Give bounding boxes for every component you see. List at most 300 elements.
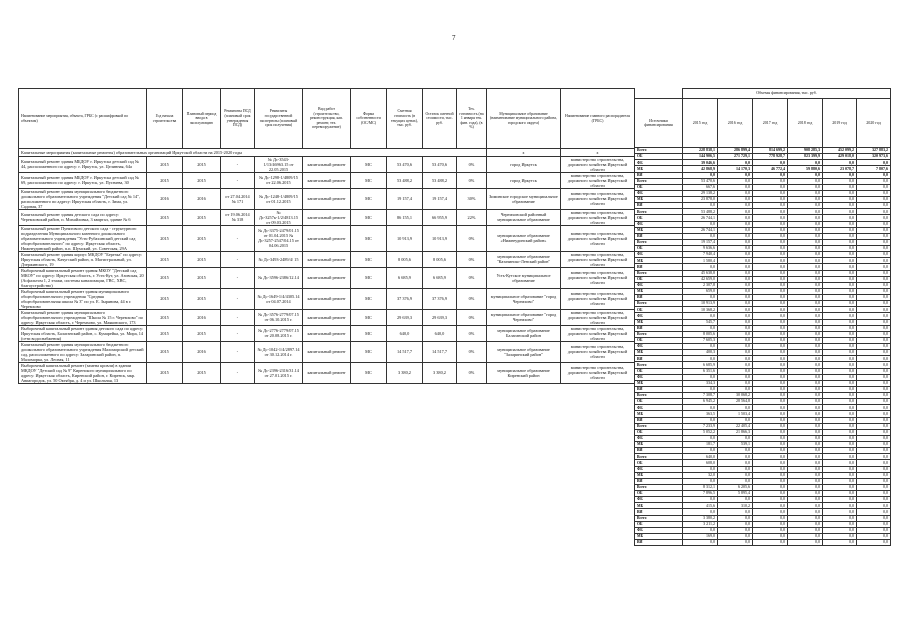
fin-value: 0,0 bbox=[788, 417, 823, 423]
fin-value: 0,0 bbox=[857, 178, 891, 184]
fin-source-label: ОБ bbox=[635, 307, 683, 313]
estimated-cost: 640,0 bbox=[387, 325, 423, 341]
fin-value: 0,0 bbox=[788, 190, 823, 196]
fin-value: 320 973,6 bbox=[857, 154, 891, 160]
fin-value: 286 899,4 bbox=[718, 148, 753, 154]
section-x-mo: х bbox=[487, 149, 561, 157]
fin-value: 0,0 bbox=[823, 246, 857, 252]
fin-value: 908 285,3 bbox=[788, 148, 823, 154]
fin-source-label: ВИ bbox=[635, 295, 683, 301]
fin-value: 0,0 bbox=[788, 503, 823, 509]
fin-value: 0,0 bbox=[683, 221, 718, 227]
object-name: Выборочный капитальный ремонт здания муниципального общеобразовательного учреждения "Средняя общеобразовательная школа № 3" по ул. Е. Зырянова, 44 в г. Черемхово bbox=[19, 288, 147, 309]
end-year: 2015 bbox=[183, 156, 221, 172]
fin-value: 0,0 bbox=[718, 270, 753, 276]
fin-value: 0,0 bbox=[753, 515, 788, 521]
fin-value: 0,0 bbox=[857, 313, 891, 319]
fin-value: 7 605,3 bbox=[683, 337, 718, 343]
remaining-cost: 640,0 bbox=[423, 325, 457, 341]
fin-value: 0,0 bbox=[788, 197, 823, 203]
fin-source-label: ВИ bbox=[635, 233, 683, 239]
municipality: муниципальное образование «Нижнеудинский район» bbox=[487, 225, 561, 251]
fin-value: 0,0 bbox=[718, 460, 753, 466]
psd-details: - bbox=[221, 362, 255, 383]
fin-source-label: МБ bbox=[635, 258, 683, 264]
fin-title: Объемы финансирования, тыс. руб. bbox=[683, 89, 891, 99]
fin-source-label: МБ bbox=[635, 442, 683, 448]
work-type: капитальный ремонт bbox=[303, 325, 351, 341]
expertise-details: № Дс-3596-2386/12.14 bbox=[255, 267, 303, 288]
start-year: 2015 bbox=[147, 172, 183, 188]
fin-value: 0,0 bbox=[753, 460, 788, 466]
fin-value: 0,0 bbox=[683, 417, 718, 423]
end-year: 2015 bbox=[183, 267, 221, 288]
ownership: МС bbox=[351, 209, 387, 225]
fin-value: 0,0 bbox=[823, 331, 857, 337]
estimated-cost: 37 376,9 bbox=[387, 288, 423, 309]
fin-value: 0,0 bbox=[788, 276, 823, 282]
fin-value: 0,0 bbox=[683, 386, 718, 392]
fin-value: 0,0 bbox=[788, 337, 823, 343]
fin-value: 0,0 bbox=[753, 239, 788, 245]
fin-value: 0,0 bbox=[753, 429, 788, 435]
fin-value: 0,0 bbox=[683, 374, 718, 380]
fin-value: 0,0 bbox=[788, 533, 823, 539]
fin-value: 0,0 bbox=[753, 276, 788, 282]
expertise-details: № Дс-3493-2489/4/ 15 bbox=[255, 251, 303, 267]
fin-value: 0,0 bbox=[823, 423, 857, 429]
fin-value: 22 405,4 bbox=[718, 423, 753, 429]
budget-manager: министерство строительства, дорожного хозяйства Иркутской области bbox=[561, 325, 635, 341]
fin-value: 667,6 bbox=[683, 184, 718, 190]
fin-value: 0,0 bbox=[753, 533, 788, 539]
fin-value: 0,0 bbox=[753, 221, 788, 227]
fin-value: 0,0 bbox=[753, 466, 788, 472]
header-name: Наименование мероприятия, объекта, ГРБС (с расшифровкой по объектам) bbox=[19, 89, 147, 149]
header-expert: Реквизиты государственной экспертизы (плановый срок получения) bbox=[255, 89, 303, 149]
fin-value: 0,0 bbox=[823, 411, 857, 417]
fin-value: 334,3 bbox=[683, 380, 718, 386]
end-year: 2015 bbox=[183, 251, 221, 267]
fin-value: 0,0 bbox=[788, 411, 823, 417]
start-year: 2015 bbox=[147, 325, 183, 341]
fin-value: 14 170,3 bbox=[718, 166, 753, 172]
fin-value: 0,0 bbox=[718, 466, 753, 472]
fin-source-label: МБ bbox=[635, 533, 683, 539]
fin-value: 29 138,2 bbox=[683, 190, 718, 196]
fin-source-label: ОБ bbox=[635, 460, 683, 466]
fin-value: 0,0 bbox=[857, 374, 891, 380]
municipality: муниципальное образование Киренский район bbox=[487, 362, 561, 383]
fin-value: 0,0 bbox=[857, 239, 891, 245]
fin-value: 0,0 bbox=[823, 264, 857, 270]
fin-value: 169,0 bbox=[683, 533, 718, 539]
budget-manager: министерство строительства, дорожного хозяйства Иркутской области bbox=[561, 362, 635, 383]
fin-value: 0,0 bbox=[718, 227, 753, 233]
fin-value: 415,6 bbox=[683, 503, 718, 509]
fin-value: 2 307,8 bbox=[683, 282, 718, 288]
fin-value: 0,0 bbox=[823, 325, 857, 331]
header-readiness: Тех. готовность (на 1 января тек. фин. года), (в %) bbox=[457, 89, 487, 149]
fin-source-label: МБ bbox=[635, 503, 683, 509]
fin-value: 0,0 bbox=[753, 503, 788, 509]
remaining-cost: 8 005,6 bbox=[423, 251, 457, 267]
expertise-details: № Дс-2776-2779/07.15 от 20.08.2015 г. bbox=[255, 325, 303, 341]
fin-value: 0,0 bbox=[823, 258, 857, 264]
fin-value: 0,0 bbox=[823, 454, 857, 460]
fin-value: 0,0 bbox=[718, 160, 753, 166]
fin-value: 0,0 bbox=[823, 233, 857, 239]
fin-value: 0,0 bbox=[753, 472, 788, 478]
fin-value: 0,0 bbox=[788, 160, 823, 166]
work-type: капитальный ремонт bbox=[303, 362, 351, 383]
fin-value: 0,0 bbox=[857, 405, 891, 411]
fin-value: 0,0 bbox=[753, 540, 788, 546]
fin-value: 0,0 bbox=[788, 184, 823, 190]
ownership: МС bbox=[351, 309, 387, 325]
fin-value: 0,0 bbox=[857, 307, 891, 313]
ownership: МС bbox=[351, 225, 387, 251]
object-name: Капитальный ремонт здания муниципального бюджетного дошкольного образовательного учреждения Маломорский детский сад, расположенного по адресу: Заларинский район, п. Маломорка, ул. Лесная, 11 bbox=[19, 341, 147, 362]
fin-header-years-row bbox=[635, 99, 891, 148]
fin-value: 0,0 bbox=[823, 295, 857, 301]
fin-value: 0,0 bbox=[788, 521, 823, 527]
table-header-row bbox=[19, 89, 635, 149]
fin-value: 0,0 bbox=[857, 264, 891, 270]
fin-value: 0,0 bbox=[753, 442, 788, 448]
fin-source-label: ВИ bbox=[635, 417, 683, 423]
fin-value: 363,5 bbox=[683, 411, 718, 417]
financing-table bbox=[634, 88, 891, 546]
fin-value: 0,0 bbox=[857, 331, 891, 337]
fin-value: 0,0 bbox=[788, 203, 823, 209]
fin-value: 0,0 bbox=[857, 252, 891, 258]
fin-source-label: ОБ bbox=[635, 399, 683, 405]
fin-value: 0,0 bbox=[857, 435, 891, 441]
start-year: 2015 bbox=[147, 267, 183, 288]
section-title: Капитальные мероприятия (капитальные ремонты) образовательных организаций Иркутской области на 2015-2020 годы bbox=[19, 149, 487, 157]
fin-source-label: ФБ bbox=[635, 313, 683, 319]
fin-value: 0,0 bbox=[788, 429, 823, 435]
fin-value: 0,0 bbox=[753, 386, 788, 392]
budget-manager: министерство строительства, дорожного хозяйства Иркутской области bbox=[561, 251, 635, 267]
fin-value: 640,0 bbox=[683, 454, 718, 460]
end-year: 2016 bbox=[183, 341, 221, 362]
start-year: 2015 bbox=[147, 209, 183, 225]
header-worktype: Вид работ (строительство, реконструкция, кап. ремонт, тех. перевооружение) bbox=[303, 89, 351, 149]
fin-value: 0,0 bbox=[857, 344, 891, 350]
fin-value: 0,0 bbox=[857, 423, 891, 429]
fin-value: 0,0 bbox=[823, 178, 857, 184]
readiness: 0% bbox=[457, 288, 487, 309]
fin-value: 0,0 bbox=[753, 448, 788, 454]
fin-value: 0,0 bbox=[857, 533, 891, 539]
fin-value: 0,0 bbox=[857, 270, 891, 276]
fin-value: 0,0 bbox=[823, 380, 857, 386]
fin-value: 0,0 bbox=[788, 172, 823, 178]
ownership: МС bbox=[351, 172, 387, 188]
fin-value: 0,0 bbox=[788, 380, 823, 386]
fin-value: 0,0 bbox=[788, 509, 823, 515]
fin-value: 0,0 bbox=[753, 484, 788, 490]
readiness: 22% bbox=[457, 209, 487, 225]
estimated-cost: 19 157,4 bbox=[387, 188, 423, 209]
fin-source-label: ФБ bbox=[635, 282, 683, 288]
fin-value: 0,0 bbox=[823, 307, 857, 313]
fin-value: 0,0 bbox=[857, 221, 891, 227]
readiness: 0% bbox=[457, 341, 487, 362]
fin-value: 0,0 bbox=[857, 386, 891, 392]
budget-manager: министерство строительства, дорожного хозяйства Иркутской области bbox=[561, 267, 635, 288]
fin-value: 0,0 bbox=[718, 362, 753, 368]
fin-value: 1 503,4 bbox=[718, 411, 753, 417]
object-name: Капитальный ремонт здания детского сада по адресу: Черемховский район, п. Михайловка, 3 квартал, здание № 6 bbox=[19, 209, 147, 225]
fin-value: 0,0 bbox=[823, 203, 857, 209]
fin-value: 0,0 bbox=[718, 282, 753, 288]
fin-value: 0,0 bbox=[753, 319, 788, 325]
fin-value: 10 368,2 bbox=[683, 307, 718, 313]
fin-value: 0,0 bbox=[857, 515, 891, 521]
remaining-cost: 3 380,2 bbox=[423, 362, 457, 383]
fin-value: 0,0 bbox=[857, 509, 891, 515]
year-2018: 2018 год bbox=[788, 99, 823, 148]
fin-source-label: ФБ bbox=[635, 160, 683, 166]
year-2016: 2016 год bbox=[718, 99, 753, 148]
fin-source-label: ОБ bbox=[635, 491, 683, 497]
page-number: 7 bbox=[452, 34, 456, 42]
fin-source-label: МБ bbox=[635, 166, 683, 172]
fin-value: 0,0 bbox=[683, 313, 718, 319]
fin-value: 5 052,2 bbox=[683, 429, 718, 435]
fin-value: 0,0 bbox=[857, 325, 891, 331]
readiness: 30% bbox=[457, 188, 487, 209]
fin-value: 0,0 bbox=[683, 203, 718, 209]
psd-details: - bbox=[221, 267, 255, 288]
fin-value: 7 807,6 bbox=[857, 166, 891, 172]
remaining-cost: 29 639,3 bbox=[423, 309, 457, 325]
estimated-cost: 6 685,9 bbox=[387, 267, 423, 288]
objects-table bbox=[18, 88, 635, 384]
fin-value: 0,0 bbox=[857, 472, 891, 478]
fin-value: 0,0 bbox=[683, 325, 718, 331]
year-2017: 2017 год bbox=[753, 99, 788, 148]
fin-value: 0,0 bbox=[788, 484, 823, 490]
fin-source-label: ФБ bbox=[635, 374, 683, 380]
expertise-details: № Дс-1042-1/4/2897.14 от 30.12.2014 г. bbox=[255, 341, 303, 362]
fin-value: 0,0 bbox=[823, 184, 857, 190]
fin-value: 0,0 bbox=[683, 448, 718, 454]
ownership: МС bbox=[351, 156, 387, 172]
psd-details: - bbox=[221, 172, 255, 188]
fin-source-label: ВИ bbox=[635, 478, 683, 484]
fin-value: 0,0 bbox=[823, 478, 857, 484]
fin-source-label: Всего bbox=[635, 148, 683, 154]
estimated-cost: 14 517,7 bbox=[387, 341, 423, 362]
fin-value: 0,0 bbox=[718, 417, 753, 423]
fin-source-label: Всего bbox=[635, 423, 683, 429]
fin-value: 0,0 bbox=[857, 209, 891, 215]
fin-value: 0,0 bbox=[718, 190, 753, 196]
fin-value: 23 078,7 bbox=[823, 166, 857, 172]
fin-value: 0,0 bbox=[857, 356, 891, 362]
fin-value: 0,0 bbox=[823, 160, 857, 166]
fin-value: 0,0 bbox=[857, 215, 891, 221]
fin-value: 0,0 bbox=[788, 288, 823, 294]
fin-value: 8 312,1 bbox=[683, 484, 718, 490]
fin-value: 0,0 bbox=[823, 239, 857, 245]
fin-value: 0,0 bbox=[823, 533, 857, 539]
fin-value: 0,0 bbox=[857, 478, 891, 484]
fin-value: 0,0 bbox=[823, 484, 857, 490]
fin-value: 0,0 bbox=[753, 527, 788, 533]
fin-value: 0,0 bbox=[753, 411, 788, 417]
fin-value: 0,0 bbox=[718, 497, 753, 503]
fin-value: 0,0 bbox=[857, 466, 891, 472]
start-year: 2015 bbox=[147, 225, 183, 251]
object-name: Капитальный ремонт здания МБДОУ г. Иркутска детский сад № 69, расположенного по адресу: г. Иркутск, ул. Пугачева, 30 bbox=[19, 172, 147, 188]
fin-value: 181,7 bbox=[683, 442, 718, 448]
fin-value: 0,0 bbox=[857, 380, 891, 386]
fin-value: 0,0 bbox=[788, 325, 823, 331]
fin-value: 0,0 bbox=[718, 325, 753, 331]
fin-value: 0,0 bbox=[823, 301, 857, 307]
fin-value: 0,0 bbox=[753, 258, 788, 264]
fin-value: 19 157,4 bbox=[683, 239, 718, 245]
fin-value: 0,0 bbox=[718, 435, 753, 441]
expertise-details: № Дс-3257к-1/2/4813.15 от 09.03.2015 bbox=[255, 209, 303, 225]
fin-value: 0,0 bbox=[823, 190, 857, 196]
municipality: город Иркутск bbox=[487, 156, 561, 172]
fin-value: 0,0 bbox=[857, 258, 891, 264]
fin-value: 0,0 bbox=[857, 497, 891, 503]
fin-source-label: Всего bbox=[635, 209, 683, 215]
fin-source-label: МБ bbox=[635, 380, 683, 386]
remaining-cost: 19 157,4 bbox=[423, 188, 457, 209]
fin-value: 0,0 bbox=[718, 472, 753, 478]
fin-value: 42 868,9 bbox=[683, 166, 718, 172]
fin-value: 0,0 bbox=[823, 393, 857, 399]
fin-value: 0,0 bbox=[683, 295, 718, 301]
fin-value: 0,0 bbox=[718, 246, 753, 252]
work-type: капитальный ремонт bbox=[303, 267, 351, 288]
fin-value: 0,0 bbox=[823, 399, 857, 405]
fin-value: 271 729,1 bbox=[718, 154, 753, 160]
fin-value: 0,0 bbox=[823, 221, 857, 227]
fin-value: 5 895,4 bbox=[718, 491, 753, 497]
fin-value: 0,0 bbox=[683, 497, 718, 503]
fin-value: 0,0 bbox=[823, 497, 857, 503]
fin-value: 0,0 bbox=[788, 540, 823, 546]
fin-source-label: ОБ bbox=[635, 337, 683, 343]
fin-value: 0,0 bbox=[823, 405, 857, 411]
fin-value: 0,0 bbox=[753, 252, 788, 258]
fin-value: 0,0 bbox=[718, 288, 753, 294]
work-type: капитальный ремонт bbox=[303, 172, 351, 188]
fin-value: 0,0 bbox=[788, 356, 823, 362]
fin-value: 0,0 bbox=[718, 319, 753, 325]
fin-value: 429 018,0 bbox=[823, 154, 857, 160]
fin-value: 6 685,9 bbox=[683, 362, 718, 368]
fin-value: 0,0 bbox=[823, 197, 857, 203]
fin-value: 0,0 bbox=[857, 319, 891, 325]
fin-source-label: ОБ bbox=[635, 246, 683, 252]
ownership: МС bbox=[351, 267, 387, 288]
fin-value: 0,0 bbox=[753, 399, 788, 405]
estimated-cost: 8 005,6 bbox=[387, 251, 423, 267]
header-psd: Реквизиты ПСД (плановый срок утверждения ПСД) bbox=[221, 89, 255, 149]
fin-value: 0,0 bbox=[823, 540, 857, 546]
fin-value: 0,0 bbox=[788, 233, 823, 239]
fin-source-label: Всего bbox=[635, 270, 683, 276]
fin-value: 814 699,2 bbox=[753, 148, 788, 154]
fin-value: 7 896,5 bbox=[683, 491, 718, 497]
fin-value: 28 564,8 bbox=[718, 399, 753, 405]
fin-value: 0,0 bbox=[718, 405, 753, 411]
fin-value: 7 940,4 bbox=[683, 252, 718, 258]
fin-value: 0,0 bbox=[857, 491, 891, 497]
fin-value: 10 913,9 bbox=[683, 301, 718, 307]
fin-value: 9 636,6 bbox=[683, 246, 718, 252]
fin-source-label: ФБ bbox=[635, 344, 683, 350]
fin-value: 0,0 bbox=[753, 405, 788, 411]
psd-details: - bbox=[221, 325, 255, 341]
fin-value: 0,0 bbox=[788, 344, 823, 350]
fin-value: 0,0 bbox=[753, 497, 788, 503]
fin-source-label: ОБ bbox=[635, 429, 683, 435]
header-remain: Остаток сметной стоимости, тыс. руб. bbox=[423, 89, 457, 149]
fin-value: 0,0 bbox=[753, 203, 788, 209]
fin-value: 0,0 bbox=[718, 313, 753, 319]
fin-value: 0,0 bbox=[753, 491, 788, 497]
fin-value: 0,0 bbox=[823, 515, 857, 521]
fin-value: 0,0 bbox=[823, 337, 857, 343]
header-source: Источники финансирования bbox=[635, 99, 683, 148]
work-type: капитальный ремонт bbox=[303, 309, 351, 325]
fin-value: 823 399,9 bbox=[788, 154, 823, 160]
fin-value: 53 470,6 bbox=[683, 178, 718, 184]
fin-value: 0,0 bbox=[753, 233, 788, 239]
estimated-cost: 86 155,1 bbox=[387, 209, 423, 225]
fin-header-title-row bbox=[635, 89, 891, 99]
start-year: 2015 bbox=[147, 251, 183, 267]
fin-value: 6 945,2 bbox=[683, 399, 718, 405]
fin-value: 0,0 bbox=[823, 350, 857, 356]
ownership: МС bbox=[351, 341, 387, 362]
fin-value: 0,0 bbox=[718, 215, 753, 221]
fin-value: 0,0 bbox=[823, 509, 857, 515]
work-type: капитальный ремонт bbox=[303, 225, 351, 251]
fin-value: 0,0 bbox=[753, 197, 788, 203]
fin-value: 0,0 bbox=[718, 203, 753, 209]
fin-value: 0,0 bbox=[823, 362, 857, 368]
fin-value: 0,0 bbox=[683, 405, 718, 411]
end-year: 2015 bbox=[183, 288, 221, 309]
fin-value: 0,0 bbox=[823, 521, 857, 527]
fin-value: 0,0 bbox=[788, 350, 823, 356]
fin-value: 46 772,4 bbox=[753, 166, 788, 172]
fin-source-label: Всего bbox=[635, 484, 683, 490]
fin-value: 0,0 bbox=[753, 160, 788, 166]
fin-value: 0,0 bbox=[857, 172, 891, 178]
psd-details: - bbox=[221, 251, 255, 267]
fin-source-label: Всего bbox=[635, 178, 683, 184]
fin-value: 0,0 bbox=[788, 399, 823, 405]
fin-source-label: ФБ bbox=[635, 190, 683, 196]
fin-value: 23 878,0 bbox=[683, 197, 718, 203]
fin-source-label: ОБ bbox=[635, 276, 683, 282]
fin-value: 0,0 bbox=[753, 246, 788, 252]
remaining-cost: 66 955,9 bbox=[423, 209, 457, 225]
